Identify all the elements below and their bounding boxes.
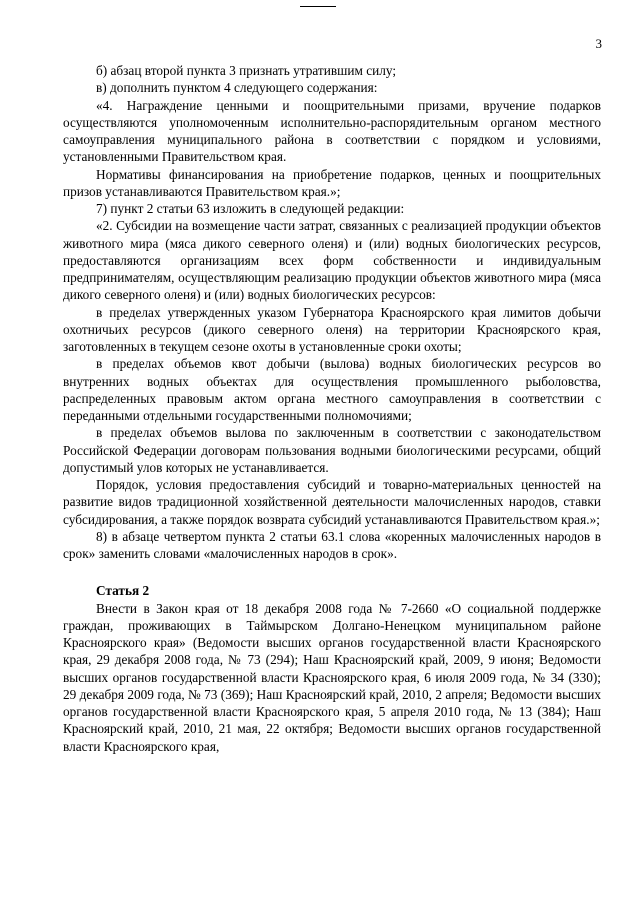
document-body [63, 62, 601, 755]
section-gap [63, 562, 601, 582]
paragraph: в) дополнить пунктом 4 следующего содержания: [96, 80, 378, 96]
paragraph: в пределах утвержденных указом Губернатора Красноярского края лимитов добычи охотничьих ресурсов (дикого северного оленя) на территории Красноярского края, заготовленных в текущем сезоне охоты в установленные сроки охоты; [63, 304, 601, 354]
page-number: 3 [595, 36, 602, 51]
paragraph: в пределах объемов вылова по заключенным в соответствии с законодательством Российской Федерации договорам пользования водными биологическими ресурсами, общий допустимый улов которых не устанавливается. [63, 425, 601, 475]
paragraph: б) абзац второй пункта 3 признать утратившим силу; [96, 63, 397, 78]
paragraph: Внести в Закон края от 18 декабря 2008 года № 7-2660 «О социальной поддержке граждан, проживающих в Таймырском Долгано-Ненецком муниципальном районе Красноярского края» (Ведомости высших органов государственной власти Красноярского края, 29 декабря 2008 года, № 73 (294); Наш Красноярский край, 2009, 9 июня; Ведомости высших органов государственной власти Красноярского края, 6 июля 2009 года, № 34 (330); 29 декабря 2009 года, № 73 (369); Наш Красноярский край, 2010, 2 апреля; Ведомости высших органов государственной власти Красноярского края, 5 апреля 2010 года, № 13 (384); Наш Красноярский край, 2010, 21 мая, 22 октября; Ведомости высших органов государственной власти Красноярского края, [63, 600, 601, 754]
paragraph: «2. Субсидии на возмещение части затрат, связанных с реализацией продукции объектов животного мира (мяса дикого северного оленя) и (или) водных биологических ресурсов, предоставляются организациям всех форм собственности и индивидуальным предпринимателям, осуществляющим реализацию продукции объектов животного мира (мяса дикого северного оленя) и (или) водных биологических ресурсов: [63, 218, 601, 303]
paragraph: «4. Награждение ценными и поощрительными призами, вручение подарков осуществляются уполномоченным исполнительно-распорядительным органом местного самоуправления муниципального района в соответствии с порядком и условиями, установленными Правительством края. [63, 97, 601, 165]
paragraph: 8) в абзаце четвертом пункта 2 статьи 63.1 слова «коренных малочисленных народов в срок» заменить словами «малочисленных народов в срок». [63, 528, 601, 561]
paragraph: Нормативы финансирования на приобретение подарков, ценных и поощрительных призов устанавливаются Правительством края.»; [63, 166, 601, 199]
header-rule [300, 6, 336, 7]
paragraph: Порядок, условия предоставления субсидий и товарно-материальных ценностей на развитие видов традиционной хозяйственной деятельности малочисленных народов, ставки субсидирования, а также порядок возврата субсидий устанавливаются Правительством края.»; [63, 477, 601, 527]
paragraph: 7) пункт 2 статьи 63 изложить в следующей редакции: [96, 201, 405, 216]
article-heading: Статья 2 [96, 583, 150, 599]
paragraph: в пределах объемов квот добычи (вылова) водных биологических ресурсов во внутренних водных объектах для осуществления промышленного рыболовства, распределенных правовым актом органа местного самоуправления в соответствии с переданными отдельными государственными полномочиями; [63, 356, 601, 423]
